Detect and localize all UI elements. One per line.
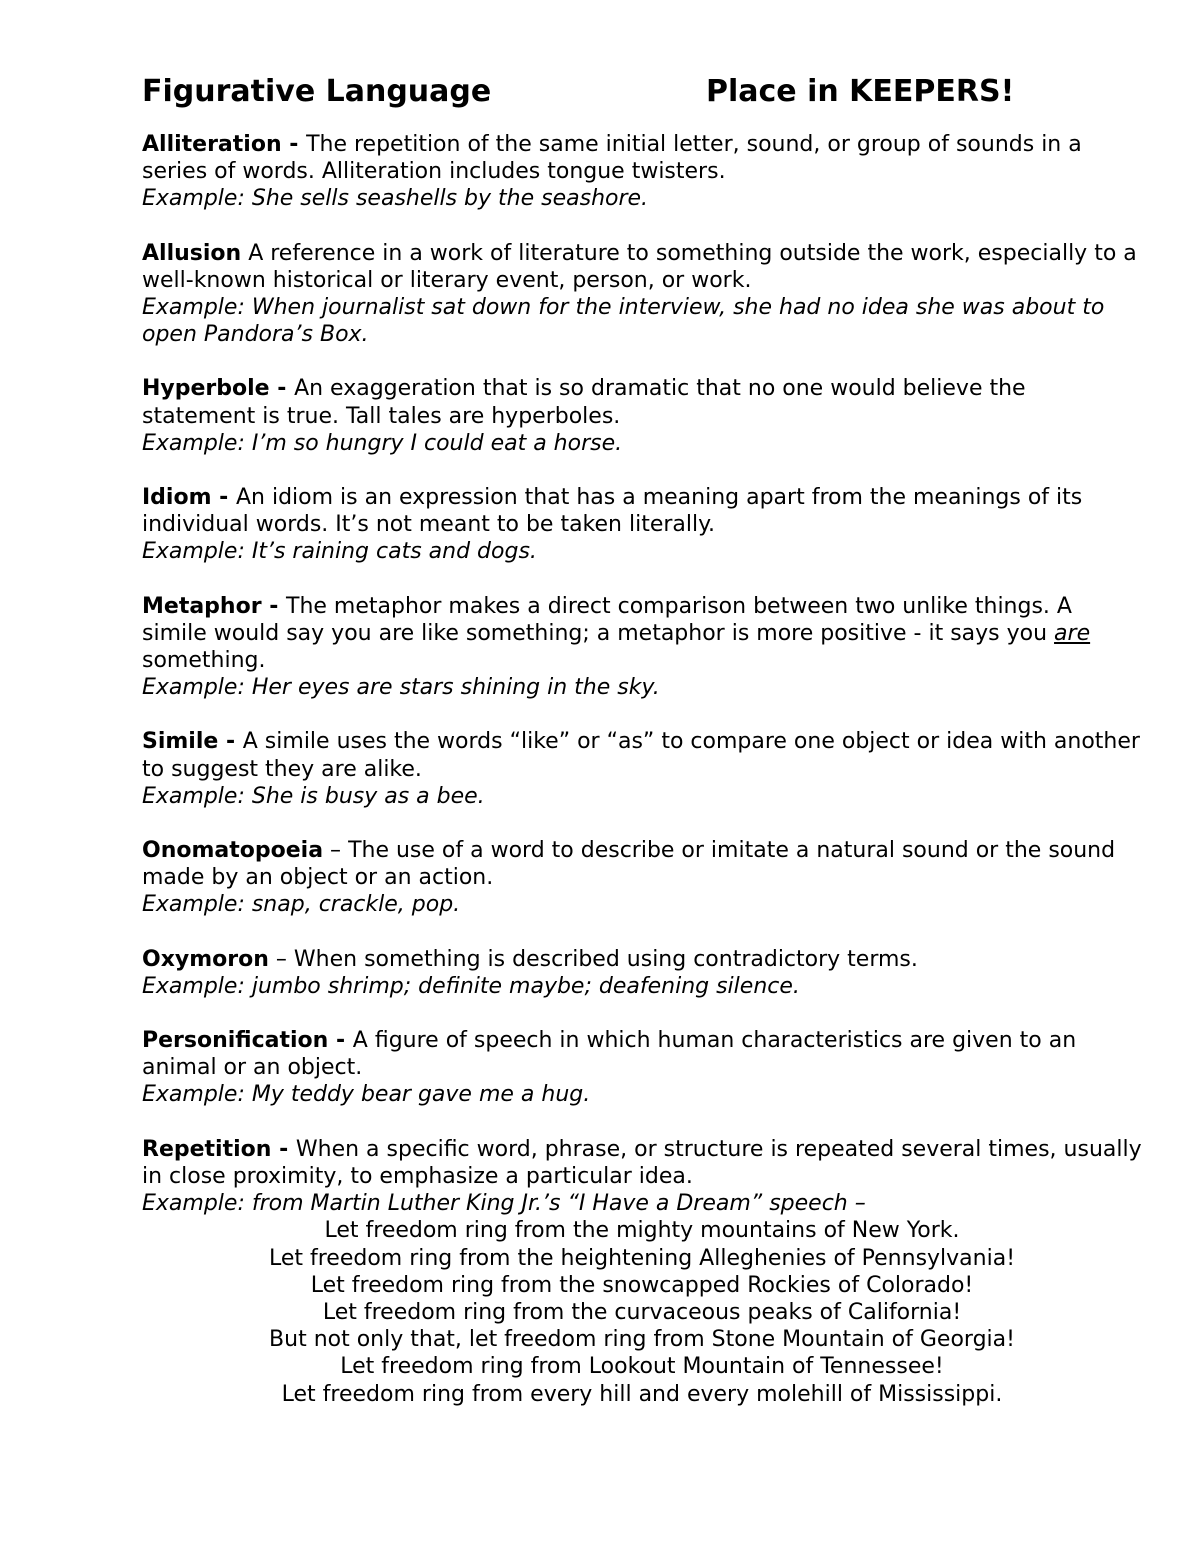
entry-definition-text: A figure of speech in which human characteristics are given to an animal or an object. (142, 1028, 1077, 1081)
entry-separator: – (323, 838, 349, 864)
entry-example: Example: Her eyes are stars shining in the sky. (142, 675, 660, 701)
entry-example: Example: snap, crackle, pop. (142, 892, 461, 918)
entry-definition (142, 484, 1142, 538)
entry-term: Onomatopoeia (142, 838, 324, 864)
entry-term: Simile (142, 729, 219, 755)
entry-example: Example: She sells seashells by the seashore. (142, 186, 649, 212)
entry-separator: – (268, 946, 294, 972)
entry-definition-text: When something is described using contradictory terms. (293, 946, 918, 972)
entry-term: Repetition (142, 1136, 272, 1162)
entry-definition (142, 375, 1142, 429)
document-title: Figurative Language (142, 74, 492, 109)
entry-term: Alliteration (142, 132, 282, 157)
speech-line: Let freedom ring from Lookout Mountain of Tennessee! (340, 1354, 944, 1380)
speech-line: Let freedom ring from the mighty mountains of New York. (324, 1218, 960, 1244)
entry-metaphor (142, 593, 1142, 702)
entry-definition (142, 593, 1142, 675)
speech-line: Let freedom ring from the curvaceous peaks of California! (322, 1299, 962, 1325)
entry-separator: - (271, 1136, 296, 1162)
entry-term: Hyperbole (142, 376, 270, 402)
entry-definition (142, 1027, 1142, 1081)
entry-separator: - (281, 132, 307, 157)
entry-definition-text: A reference in a work of literature to something outside the work, especially to a well-known historical or literary event, person, or work. (142, 240, 1137, 293)
entry-term: Allusion (142, 240, 242, 266)
entry-idiom (142, 484, 1142, 566)
entry-onomatopoeia (142, 837, 1142, 919)
entry-definition (142, 837, 1142, 891)
entry-definition-text: something. (142, 648, 266, 674)
entry-definition-text: The metaphor makes a direct comparison between two unlike things. A simile would say you are like something; a metaphor is more positive - it says you (142, 593, 1072, 646)
entry-term: Idiom (142, 485, 212, 511)
entry-example: Example: from Martin Luther King Jr.’s “I Have a Dream” speech – (142, 1191, 866, 1217)
entry-definition (142, 131, 1142, 185)
entry-example: Example: My teddy bear gave me a hug. (142, 1082, 591, 1108)
entry-simile (142, 728, 1142, 810)
keepers-note: Place in KEEPERS! (706, 74, 1015, 109)
entry-definition-text: The repetition of the same initial letter, sound, or group of sounds in a series of words. Alliteration includes tongue twisters. (142, 132, 1082, 185)
entry-separator: - (261, 593, 287, 619)
entry-separator: - (269, 376, 295, 402)
entry-definition-text: An exaggeration that is so dramatic that no one would believe the statement is true. Tall tales are hyperboles. (142, 376, 1026, 429)
entry-hyperbole (142, 375, 1142, 457)
entry-definition-text: When a specific word, phrase, or structure is repeated several times, usually in close proximity, to emphasize a particular idea. (142, 1136, 1142, 1189)
entry-personification (142, 1027, 1142, 1109)
entry-definition (142, 728, 1142, 782)
entry-definition-text: The use of a word to describe or imitate a natural sound or the sound made by an object or an action. (142, 838, 1116, 891)
entry-allusion (142, 240, 1142, 349)
entry-example: Example: jumbo shrimp; definite maybe; deafening silence. (142, 973, 800, 999)
document-page (142, 72, 1142, 1408)
document-header (142, 72, 1142, 112)
entry-repetition (142, 1136, 1142, 1408)
entry-term: Metaphor (142, 593, 262, 619)
entry-example: Example: I’m so hungry I could eat a horse. (142, 430, 623, 456)
entry-example: Example: She is busy as a bee. (142, 783, 485, 809)
entry-oxymoron (142, 946, 1142, 1000)
entry-definition (142, 946, 1142, 973)
entry-definition-text: A simile uses the words “like” or “as” to compare one object or idea with another to suggest they are alike. (142, 729, 1140, 782)
entry-separator: - (211, 485, 236, 511)
emphasized-word: are (1054, 620, 1091, 646)
entry-example: Example: When journalist sat down for the interview, she had no idea she was about to open Pandora’s Box. (142, 295, 1105, 348)
entry-definition (142, 240, 1142, 294)
entry-definition-text: An idiom is an expression that has a meaning apart from the meanings of its individual words. It’s not meant to be taken literally. (142, 485, 1083, 538)
speech-quote (142, 1217, 1142, 1407)
entry-term: Personification (142, 1028, 329, 1054)
entry-separator: - (328, 1028, 353, 1054)
speech-line: Let freedom ring from every hill and every molehill of Mississippi. (281, 1381, 1003, 1407)
speech-line: Let freedom ring from the heightening Alleghenies of Pennsylvania! (268, 1245, 1016, 1271)
entry-alliteration (142, 131, 1142, 213)
speech-line: Let freedom ring from the snowcapped Rockies of Colorado! (310, 1272, 974, 1298)
entry-separator: - (218, 729, 243, 755)
speech-line: But not only that, let freedom ring from Stone Mountain of Georgia! (269, 1327, 1015, 1353)
entry-example: Example: It’s raining cats and dogs. (142, 539, 537, 565)
entry-definition (142, 1136, 1142, 1190)
entry-term: Oxymoron (142, 946, 269, 972)
